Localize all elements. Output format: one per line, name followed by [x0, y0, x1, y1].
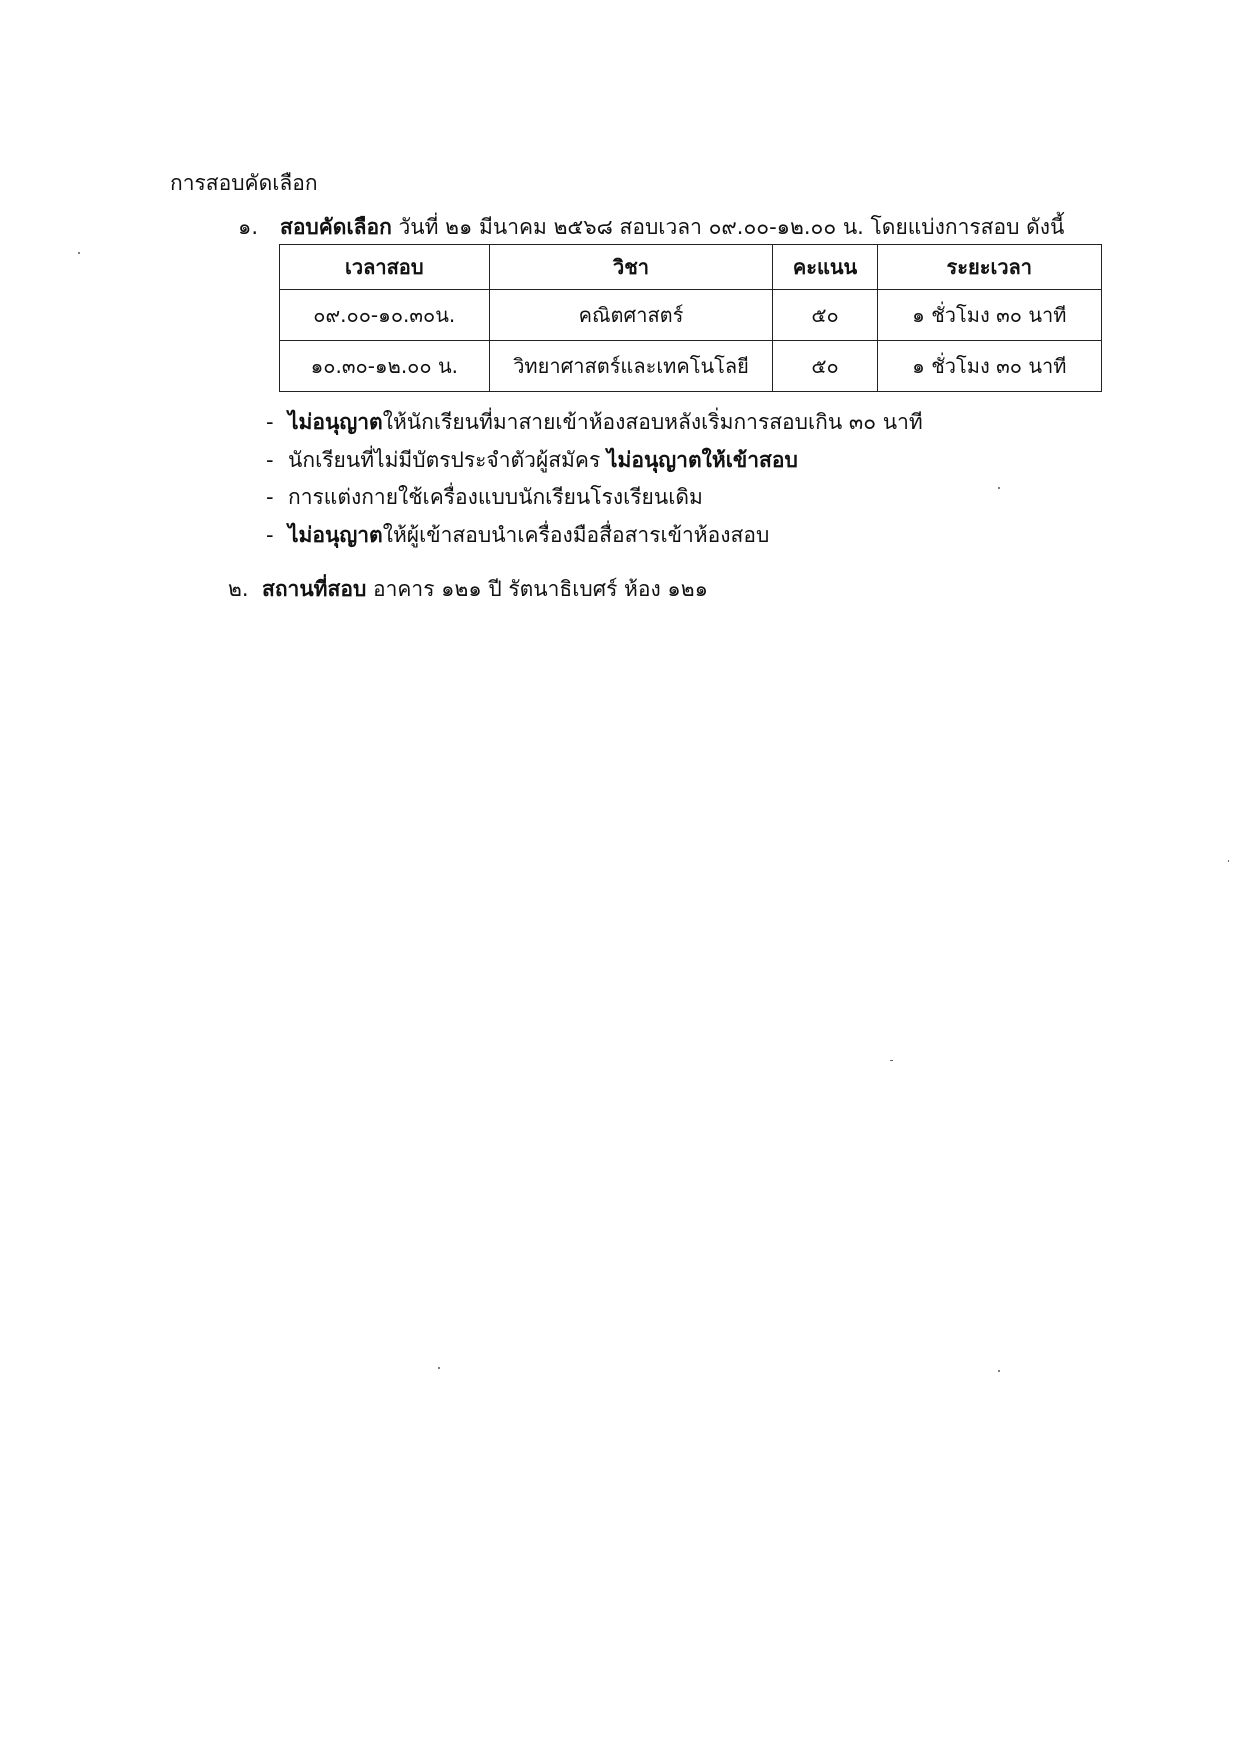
- cell-duration: ๑ ชั่วโมง ๓๐ นาที: [877, 341, 1101, 392]
- item-2-exam-location: [228, 574, 708, 604]
- rule-bold: ไม่อนุญาต: [288, 522, 383, 547]
- section-heading: การสอบคัดเลือก: [170, 171, 318, 195]
- rule-text: ให้นักเรียนที่มาสายเข้าห้องสอบหลังเริ่มการสอบเกิน ๓๐ นาที: [382, 410, 923, 434]
- rule-bold: ไม่อนุญาต: [288, 410, 383, 434]
- item-2-title: สถานที่สอบ: [262, 577, 367, 601]
- bullet-dash: -: [266, 485, 274, 509]
- item-2-text: อาคาร ๑๒๑ ปี รัตนาธิเบศร์ ห้อง ๑๒๑: [366, 577, 708, 601]
- table-row: [280, 341, 1102, 392]
- header-score: คะแนน: [773, 245, 877, 290]
- cell-subject: คณิตศาสตร์: [489, 290, 773, 341]
- item-1-number: ๑.: [238, 215, 259, 239]
- rule-text: ให้ผู้เข้าสอบนำเครื่องมือสื่อสารเข้าห้องสอบ: [382, 522, 770, 547]
- item-1-exam-selection: [238, 212, 1064, 242]
- rule-text: นักเรียนที่ไม่มีบัตรประจำตัวผู้สมัคร: [288, 447, 607, 472]
- cell-duration: ๑ ชั่วโมง ๓๐ นาที: [877, 290, 1101, 341]
- list-item: [266, 442, 923, 480]
- bullet-dash: -: [266, 522, 274, 547]
- rule-bold-after: ไม่อนุญาตให้เข้าสอบ: [606, 447, 798, 472]
- header-exam-time: เวลาสอบ: [280, 245, 490, 290]
- cell-time: ๐๙.๐๐-๑๐.๓๐น.: [280, 290, 490, 341]
- exam-schedule-table: [279, 244, 1102, 392]
- header-subject: วิชา: [489, 245, 773, 290]
- scan-speck: [998, 1370, 1000, 1372]
- cell-subject: วิทยาศาสตร์และเทคโนโลยี: [489, 341, 773, 392]
- scan-speck: [890, 1060, 893, 1061]
- cell-score: ๕๐: [773, 290, 877, 341]
- cell-time: ๑๐.๓๐-๑๒.๐๐ น.: [280, 341, 490, 392]
- bullet-dash: -: [266, 410, 274, 434]
- scan-speck: [78, 252, 80, 254]
- cell-score: ๕๐: [773, 341, 877, 392]
- table-row: [280, 290, 1102, 341]
- rule-text: การแต่งกายใช้เครื่องแบบนักเรียนโรงเรียนเดิม: [288, 485, 703, 509]
- scan-speck: [438, 1367, 440, 1369]
- list-item: [266, 404, 923, 442]
- item-1-title: สอบคัดเลือก: [280, 215, 392, 239]
- list-item: [266, 479, 923, 517]
- exam-rules-list: [266, 404, 923, 554]
- bullet-dash: -: [266, 447, 274, 472]
- item-2-number: ๒.: [228, 577, 249, 601]
- list-item: [266, 517, 923, 555]
- scan-speck: [1228, 860, 1229, 862]
- scan-speck: [998, 487, 1000, 489]
- header-duration: ระยะเวลา: [877, 245, 1101, 290]
- table-header-row: [280, 245, 1102, 290]
- item-1-text: วันที่ ๒๑ มีนาคม ๒๕๖๘ สอบเวลา ๐๙.๐๐-๑๒.๐๐ น. โดยแบ่งการสอบ ดังนี้: [391, 215, 1065, 239]
